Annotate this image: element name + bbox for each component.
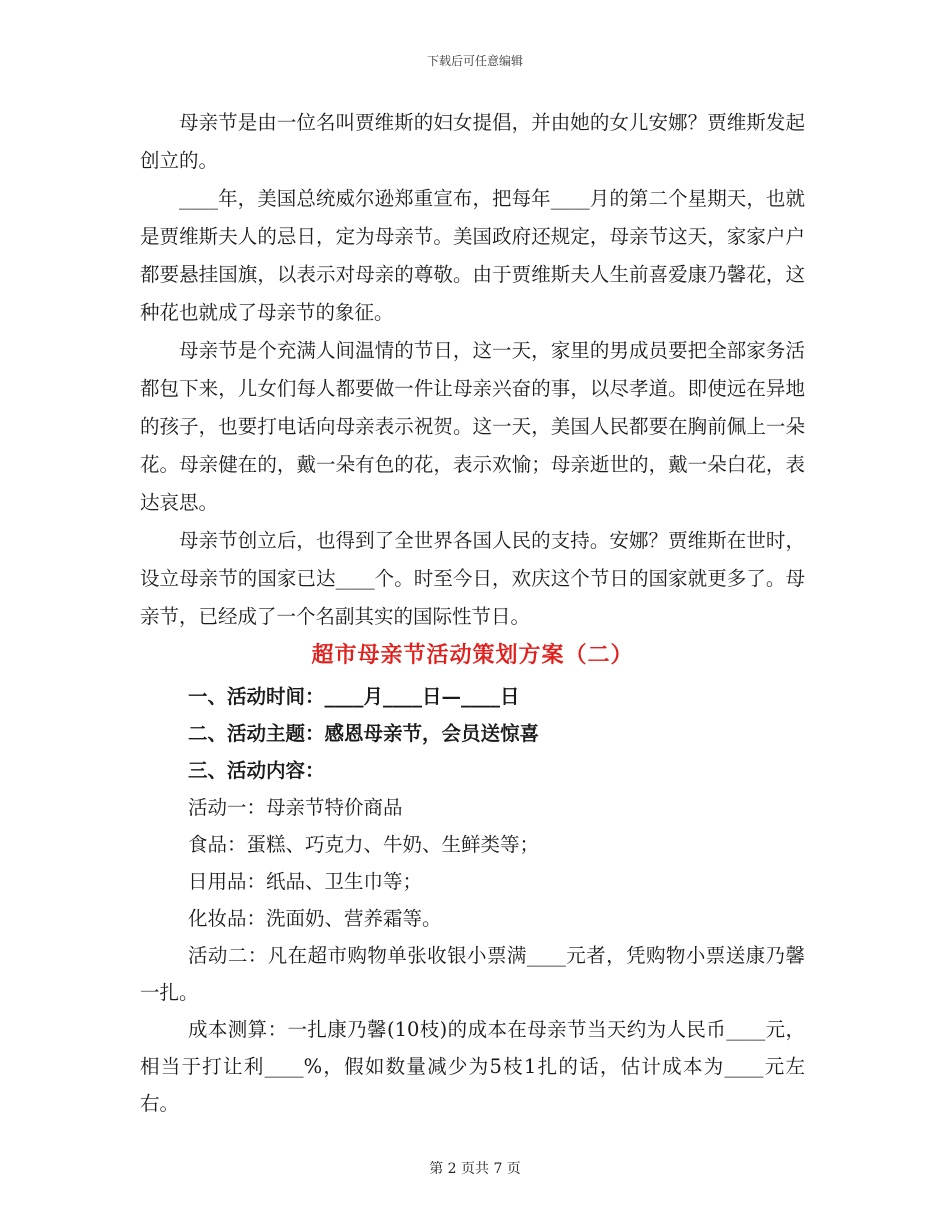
paragraph-3: 母亲节是个充满人间温情的节日，这一天，家里的男成员要把全部家务活都包下来，儿女们每人都要做一件让母亲兴奋的事，以尽孝道。即使远在异地的孩子，也要打电话向母亲表示祝贺。这一天，美国人民都要在胸前佩上一朵花。母亲健在的，戴一朵有色的花，表示欢愉；母亲逝世的，戴一朵白花，表达哀思。 — [140, 339, 805, 514]
document-body — [140, 104, 805, 1122]
list-item: 活动一：母亲节特价商品 — [188, 796, 403, 819]
activity-time: 一、活动时间：____月____日—____日 — [188, 685, 520, 708]
list-item: 化妆品：洗面奶、营养霜等。 — [188, 907, 442, 930]
page-header-note: 下载后可任意编辑 — [426, 54, 523, 68]
paragraph-1: 母亲节是由一位名叫贾维斯的妇女提倡，并由她的女儿安娜？贾维斯发起创立的。 — [140, 111, 805, 172]
section-title: 超市母亲节活动策划方案（二） — [311, 642, 634, 668]
cost-estimate: 成本测算：一扎康乃馨(10枝)的成本在母亲节当天约为人民币____元，相当于打让利____%，假如数量减少为5枝1扎的话，估计成本为____元左右。 — [140, 1018, 805, 1115]
list-item: 食品：蛋糕、巧克力、牛奶、生鲜类等； — [188, 833, 540, 856]
activity-content-heading: 三、活动内容： — [188, 759, 325, 782]
activity-theme: 二、活动主题：感恩母亲节，会员送惊喜 — [188, 722, 540, 745]
paragraph-4: 母亲节创立后，也得到了全世界各国人民的支持。安娜？贾维斯在世时，设立母亲节的国家已达____个。时至今日，欢庆这个节日的国家就更多了。母亲节，已经成了一个名副其实的国际性节日。 — [140, 529, 805, 628]
activity-plan — [140, 678, 805, 1122]
page-number: 第 2 页共 7 页 — [429, 1161, 521, 1177]
list-item: 日用品：纸品、卫生巾等； — [188, 870, 423, 893]
paragraph-2: ____年，美国总统威尔逊郑重宣布，把每年____月的第二个星期天，也就是贾维斯夫人的忌日，定为母亲节。美国政府还规定，母亲节这天，家家户户都要悬挂国旗，以表示对母亲的尊敬。由于贾维斯夫人生前喜爱康乃馨花，这种花也就成了母亲节的象征。 — [140, 187, 805, 324]
activity-two: 活动二：凡在超市购物单张收银小票满____元者，凭购物小票送康乃馨一扎。 — [140, 944, 805, 1004]
